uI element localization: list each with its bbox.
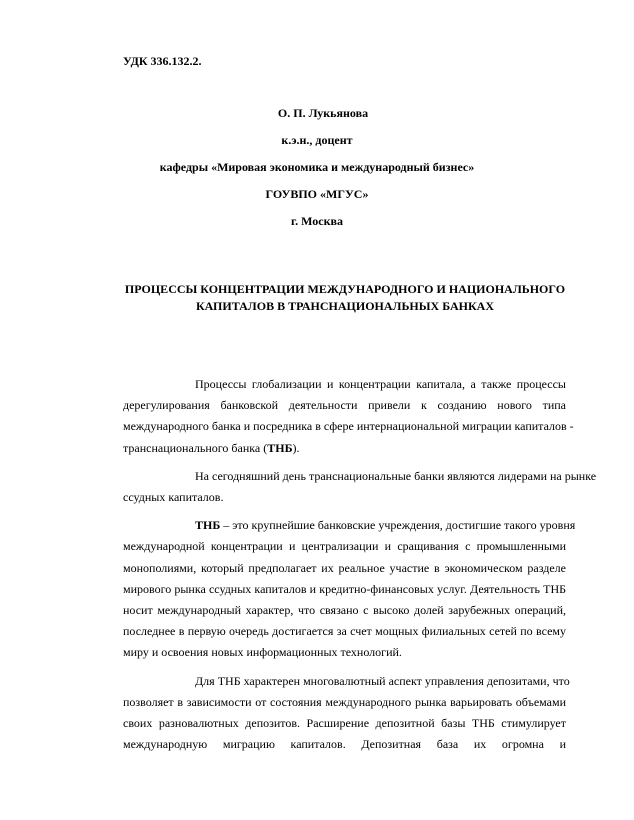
tnb-term: ТНБ: [195, 518, 221, 533]
p3-line-3: монополиями, который предполагает их реальное участие в экономическом разделе: [123, 560, 566, 575]
author-institution: ГОУВПО «МГУС»: [265, 187, 369, 201]
author-name: О. П. Лукьянова: [277, 106, 369, 120]
p1-line-4-post: ).: [292, 440, 300, 455]
article-title: [100, 281, 590, 315]
udk-code: УДК 336.132.2.: [123, 54, 202, 68]
title-line-1: ПРОЦЕССЫ КОНЦЕНТРАЦИИ МЕЖДУНАРОДНОГО И НАЦИОНАЛЬНОГО: [124, 282, 566, 296]
p3-line-5: носит международный характер, что связано с высоко долей зарубежных операций,: [123, 603, 566, 618]
p3-line-1-rest: – это крупнейшие банковские учреждения, достигшие такого уровня: [220, 518, 576, 533]
p2-line-2: ссудных капиталов.: [123, 490, 224, 505]
p1-line-4-pre: транснационального банка (: [123, 440, 268, 455]
p2-line-1: На сегодняшний день транснациональные банки являются лидерами на рынке: [195, 468, 597, 483]
paragraph-1: [123, 374, 574, 459]
paragraph-2: [123, 466, 597, 508]
p3-line-6: последнее в первую очередь достигается за счет мощных филиальных сетей по всему: [123, 624, 566, 639]
author-department: кафедры «Мировая экономика и международный бизнес»: [159, 160, 475, 174]
p1-line-1: Процессы глобализации и концентрации капитала, а также процессы: [195, 377, 566, 391]
title-line-2: КАПИТАЛОВ В ТРАНСНАЦИОНАЛЬНЫХ БАНКАХ: [195, 299, 495, 313]
p4-line-4: международную миграцию капиталов. Депозитная база их огромна и: [123, 737, 566, 752]
p4-line-1: Для ТНБ характерен многовалютный аспект управления депозитами, что: [195, 673, 570, 688]
paragraph-4: [123, 671, 570, 756]
p4-line-3: своих разновалютных депозитов. Расширение депозитной базы ТНБ стимулирует: [123, 716, 566, 731]
p3-line-7: миру и освоения новых информационных технологий.: [123, 645, 402, 660]
p4-line-2: позволяет в зависимости от состояния международного рынка варьировать объемами: [123, 694, 566, 709]
paragraph-3: [123, 515, 576, 663]
p1-line-2: дерегулирования банковской деятельности привели к созданию нового типа: [123, 398, 566, 413]
p1-line-3: международного банка и посредника в сфере интернациональной миграции капиталов -: [123, 419, 574, 434]
p3-line-4: мирового рынка ссудных капиталов и кредитно-финансовых услуг. Деятельность ТНБ: [123, 581, 566, 596]
author-degree: к.э.н., доцент: [281, 133, 353, 147]
article-body: [123, 374, 597, 762]
author-city: г. Москва: [291, 214, 343, 228]
tnb-abbreviation: ТНБ: [267, 440, 293, 455]
author-block: [0, 106, 634, 241]
p3-line-2: международной концентрации и централизации и сращивания с промышленными: [123, 539, 566, 554]
